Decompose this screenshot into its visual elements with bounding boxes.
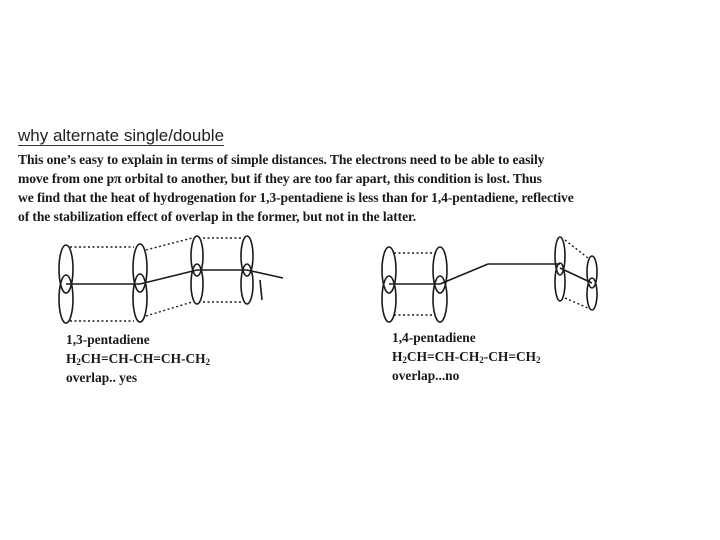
overlap-status: overlap.. yes [66, 370, 138, 385]
right-caption [392, 328, 541, 385]
molecule-name: 1,3-pentadiene [66, 332, 150, 347]
molecule-formula: $H_2CH=CH-CH_2-CH=CH_2$ [392, 349, 541, 365]
molecule-name: 1,4-pentadiene [392, 330, 476, 345]
overlap-status: overlap...no [392, 368, 460, 383]
paragraph-line: of the stabilization effect of overlap in the former, but not in the latter. [18, 209, 417, 224]
molecule-formula: $H_2CH=CH-CH=CH-CH_2$ [66, 351, 211, 367]
section-heading: why alternate single/double [18, 126, 225, 145]
right-orbital-diagram [382, 237, 597, 322]
left-caption [66, 330, 210, 387]
paragraph-line: move from one pπ orbital to another, but if they are too far apart, this condition is lost. Thus [18, 171, 542, 186]
paragraph-line: we find that the heat of hydrogenation for 1,3-pentadiene is less than for 1,4-pentadiene, reflective [18, 190, 574, 205]
left-orbital-diagram [59, 236, 283, 323]
paragraph-line: This one’s easy to explain in terms of simple distances. The electrons need to be able to easily [18, 152, 545, 167]
